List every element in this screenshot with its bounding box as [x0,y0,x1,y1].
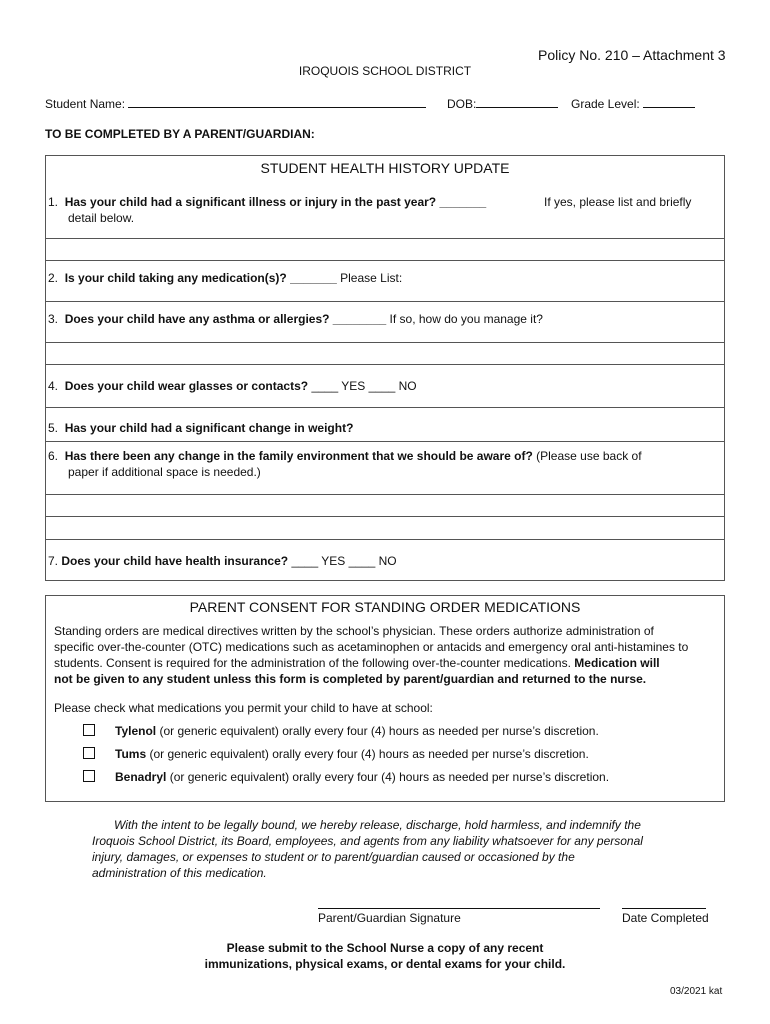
submit-note: Please submit to the School Nurse a copy of any recent immunizations, physical exams, or dental exams for your child. [204,941,566,971]
grade-label: Grade Level: [571,97,640,111]
date-line[interactable] [622,908,706,909]
question-2: 2. Is your child taking any medication(s)? _______ Please List: [48,271,403,285]
answer-line[interactable] [46,539,724,540]
grade-field[interactable] [571,95,695,111]
question-1: 1. Has your child had a significant illness or injury in the past year? _______ If yes, please list and briefly detail below. [48,195,692,225]
dob-line[interactable] [476,95,558,108]
benadryl-checkbox[interactable] [83,770,95,782]
health-history-title: STUDENT HEALTH HISTORY UPDATE [260,160,510,176]
health-history-section [45,155,725,581]
tylenol-option: Tylenol (or generic equivalent) orally every four (4) hours as needed per nurse’s discretion. [115,724,599,738]
question-6: 6. Has there been any change in the family environment that we should be aware of? (Please use back of paper if additional space is needed.) [48,449,642,479]
tylenol-checkbox[interactable] [83,724,95,736]
signature-label: Parent/Guardian Signature [318,911,461,925]
check-prompt: Please check what medications you permit your child to have at school: [54,701,433,715]
consent-title: PARENT CONSENT FOR STANDING ORDER MEDICATIONS [189,599,581,615]
answer-line[interactable] [46,364,724,365]
dob-label: DOB: [447,97,477,111]
tums-option: Tums (or generic equivalent) orally every four (4) hours as needed per nurse’s discretion. [115,747,589,761]
question-3: 3. Does your child have any asthma or allergies? ________ If so, how do you manage it? [48,312,543,326]
answer-line[interactable] [46,494,724,495]
form-code: 03/2021 kat [670,986,723,997]
dob-field[interactable] [447,95,558,111]
answer-line[interactable] [46,260,724,261]
release-statement: With the intent to be legally bound, we hereby release, discharge, hold harmless, and indemnify the Iroquois School District, its Board, employees, and agents from any liability whatsoever for any personal injury, damages, or expenses to student or to parent/guardian caused or occasioned by the administration of this medication. [92,818,643,880]
question-5: 5. Has your child had a significant change in weight? [48,421,354,435]
date-label: Date Completed [622,911,709,925]
answer-line[interactable] [46,441,724,442]
policy-number: Policy No. 210 – Attachment 3 [538,47,726,63]
consent-paragraph: Standing orders are medical directives written by the school’s physician. These orders authorize administration of specific over-the-counter (OTC) medications such as acetaminophen or antacids and emergency oral anti-histamines to students. Consent is required for the administration of the following over-the-counter medications. Medication will not be given to any student unless this form is completed by parent/guardian and returned to the nurse. [54,624,689,686]
question-7: 7. Does your child have health insurance? ____ YES ____ NO [48,554,397,568]
student-name-field[interactable] [45,95,426,111]
student-name-line[interactable] [128,95,426,108]
student-name-label: Student Name: [45,97,126,111]
consent-section [45,595,725,802]
answer-line[interactable] [46,342,724,343]
answer-line[interactable] [46,238,724,239]
tums-checkbox[interactable] [83,747,95,759]
benadryl-option: Benadryl (or generic equivalent) orally every four (4) hours as needed per nurse’s discretion. [115,770,610,784]
district-name: IROQUOIS SCHOOL DISTRICT [298,64,472,78]
answer-line[interactable] [46,516,724,517]
grade-line[interactable] [643,95,695,108]
answer-line[interactable] [46,407,724,408]
question-4: 4. Does your child wear glasses or contacts? ____ YES ____ NO [48,379,417,393]
signature-line[interactable] [318,908,600,909]
answer-line[interactable] [46,301,724,302]
instruction: TO BE COMPLETED BY A PARENT/GUARDIAN: [45,127,315,141]
